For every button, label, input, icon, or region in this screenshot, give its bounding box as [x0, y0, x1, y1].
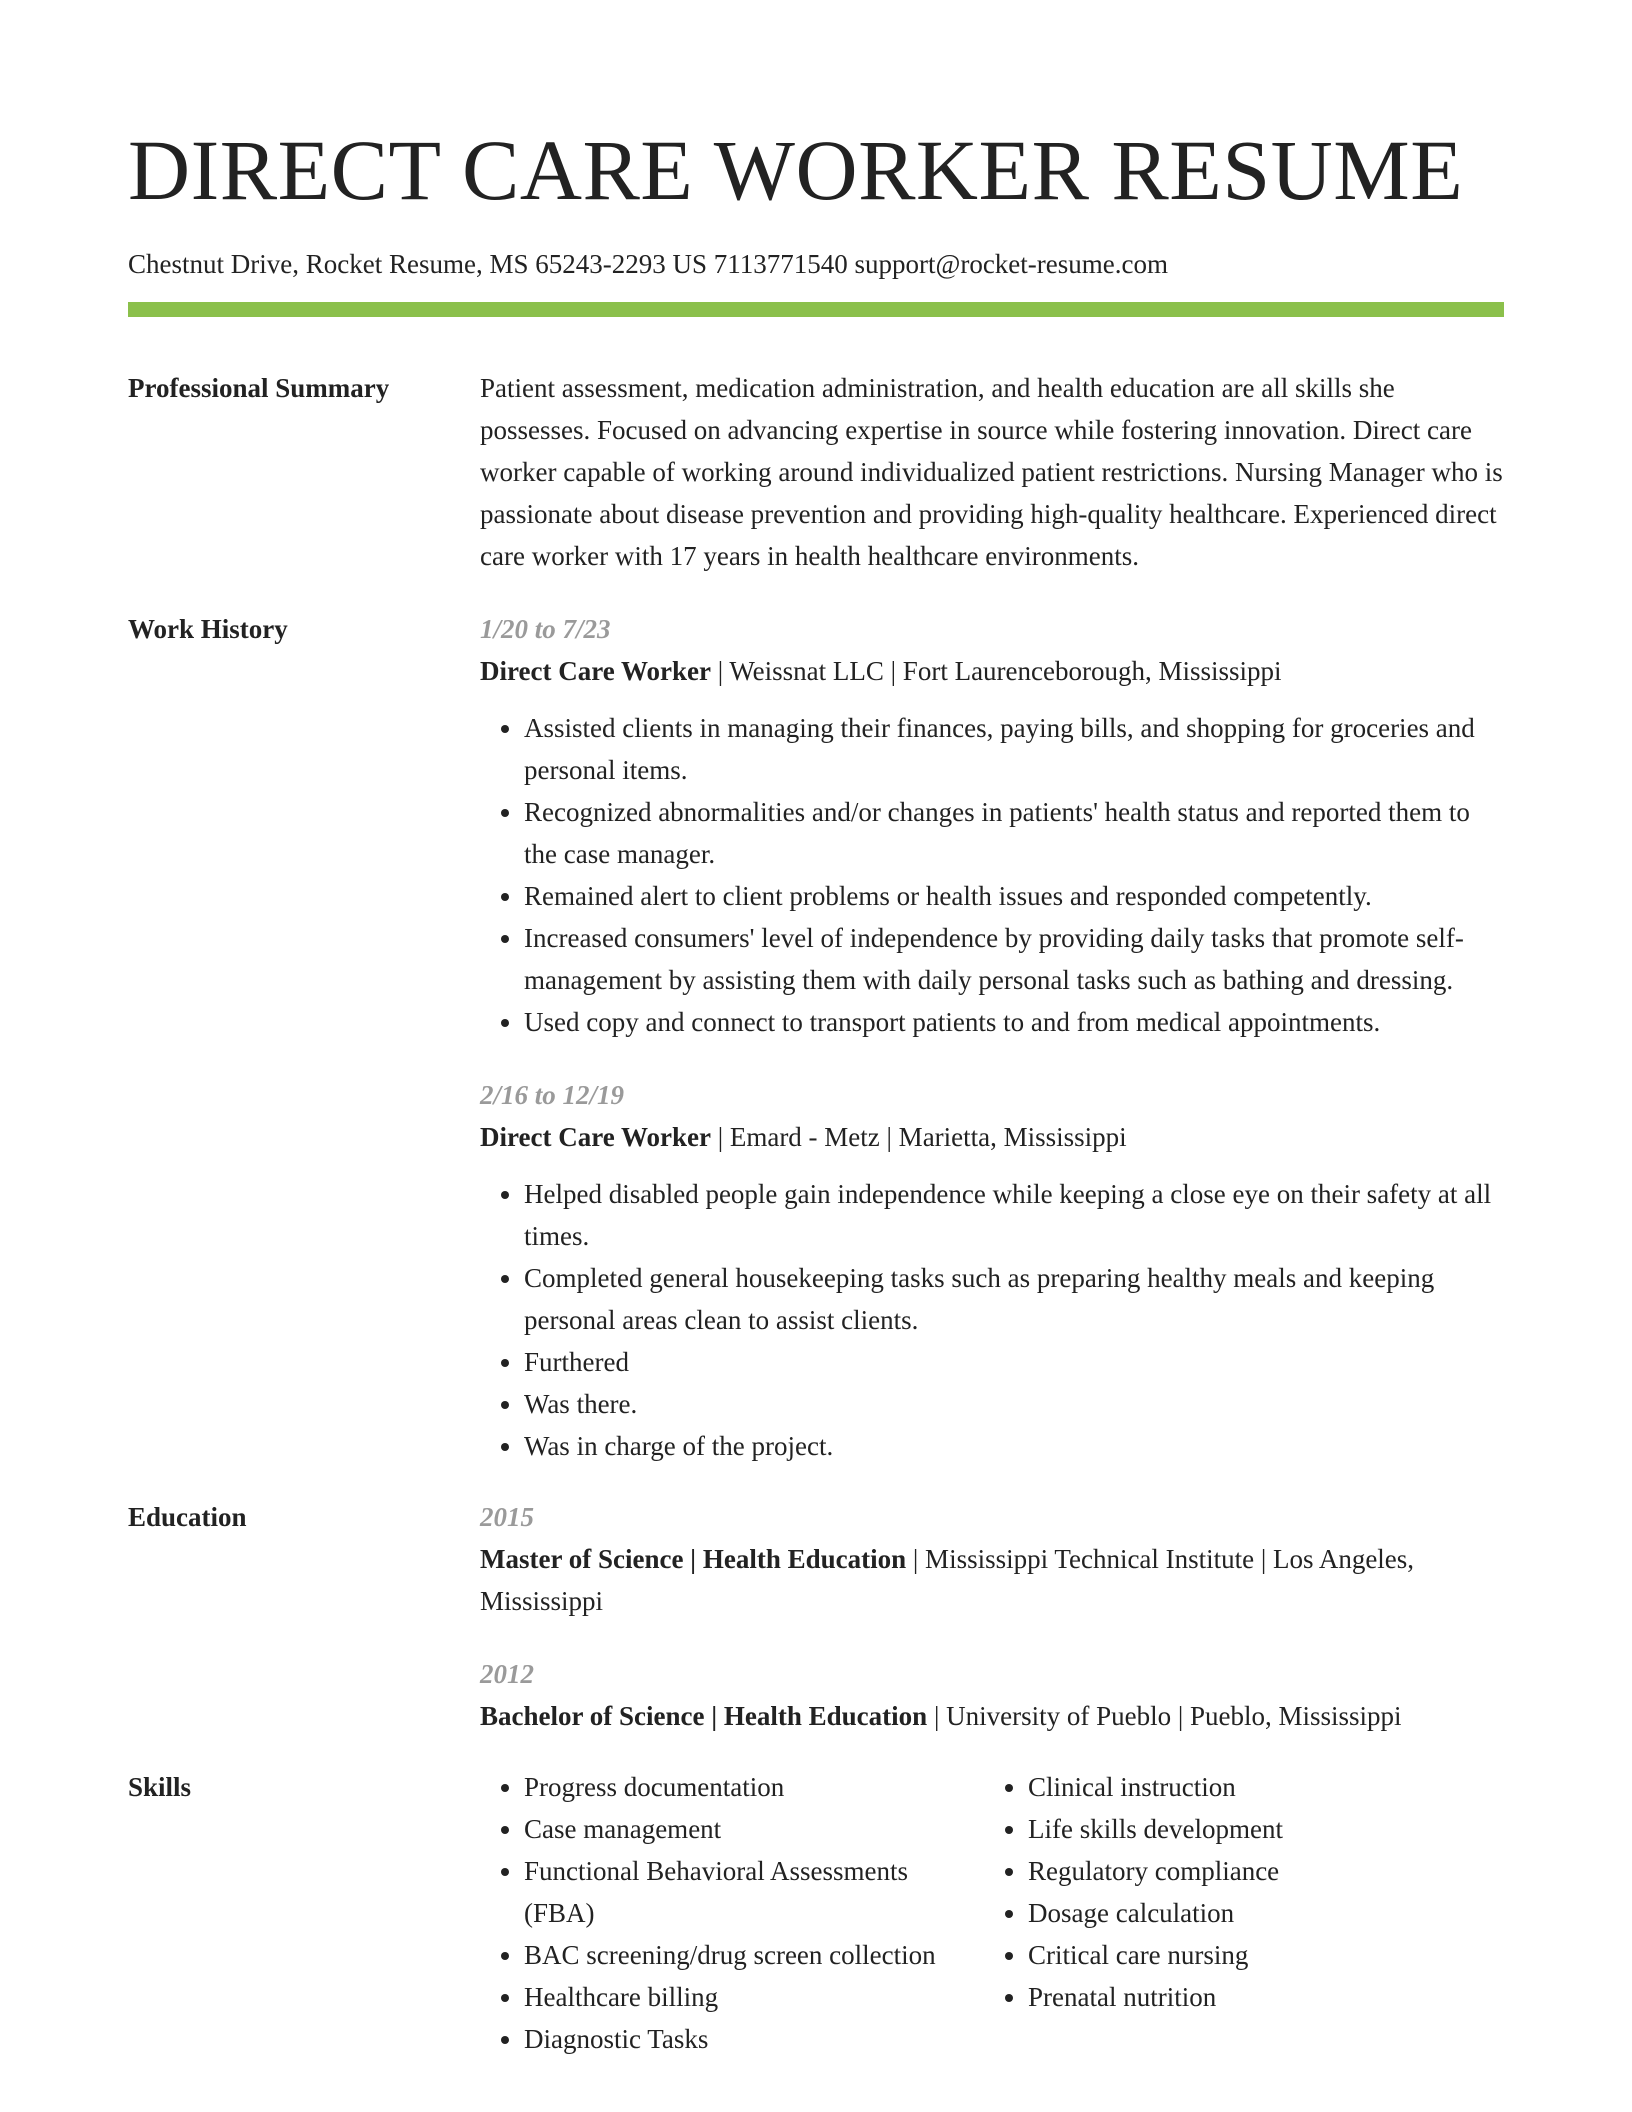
job-dates: 2/16 to 12/19: [480, 1080, 625, 1110]
skill-item: • Critical care nursing: [1028, 1934, 1283, 1976]
skills-list: [984, 1766, 1283, 2018]
education-year: 2015: [480, 1502, 534, 1532]
contact-line: Chestnut Drive, Rocket Resume, MS 65243-2293 US 7113771540 support@rocket-resume.com: [128, 249, 1168, 279]
resume-title: DIRECT CARE WORKER RESUME: [128, 122, 1464, 218]
skills-heading: Skills: [128, 1772, 192, 1802]
skills-column-left: [480, 1766, 984, 2060]
summary-section: [128, 367, 1504, 577]
job-bullet: • Remained alert to client problems or health issues and responded competently.: [524, 875, 1504, 917]
job-bullet: • Was in charge of the project.: [524, 1425, 1504, 1467]
job-details: | Emard - Metz | Marietta, Mississippi: [710, 1122, 1127, 1152]
job-bullet: • Completed general housekeeping tasks such as preparing healthy meals and keeping personal areas clean to assist clients.: [524, 1257, 1504, 1341]
job-role-line: [480, 650, 1504, 692]
job-bullet: • Helped disabled people gain independence while keeping a close eye on their safety at all times.: [524, 1173, 1504, 1257]
work-history-heading: Work History: [128, 614, 288, 644]
skill-item: • Clinical instruction: [1028, 1766, 1283, 1808]
summary-heading: Professional Summary: [128, 373, 390, 403]
resume-page: [128, 0, 1504, 2060]
skills-columns: [480, 1766, 1504, 2060]
education-year: 2012: [480, 1659, 534, 1689]
skill-item: • Life skills development: [1028, 1808, 1283, 1850]
skill-item: • Case management: [524, 1808, 984, 1850]
skill-item: • Diagnostic Tasks: [524, 2018, 984, 2060]
education-details: | Mississippi Technical Institute | Los Angeles, Mississippi: [480, 1544, 1415, 1616]
skill-item: • Regulatory compliance: [1028, 1850, 1283, 1892]
education-entry: [480, 1496, 1504, 1622]
job-bullet: • Was there.: [524, 1383, 1504, 1425]
skill-item: • Healthcare billing: [524, 1976, 984, 2018]
work-history-section: [128, 608, 1504, 1467]
skill-item: • Functional Behavioral Assessments (FBA): [524, 1850, 984, 1934]
skills-section: [128, 1766, 1504, 2060]
education-degree: Bachelor of Science | Health Education: [480, 1701, 928, 1731]
skill-item: • Prenatal nutrition: [1028, 1976, 1283, 2018]
job-title: Direct Care Worker: [480, 656, 711, 686]
job-bullet: • Increased consumers' level of independence by providing daily tasks that promote self-management by assisting them with daily personal tasks such as bathing and dressing.: [524, 917, 1504, 1001]
job-dates: 1/20 to 7/23: [480, 614, 611, 644]
job-details: | Weissnat LLC | Fort Laurenceborough, Mississippi: [710, 656, 1282, 686]
job-entry: [480, 1074, 1504, 1467]
job-role-line: [480, 1116, 1504, 1158]
education-degree: Master of Science | Health Education: [480, 1544, 907, 1574]
education-heading: Education: [128, 1502, 247, 1532]
skill-item: • Dosage calculation: [1028, 1892, 1283, 1934]
education-degree-line: [480, 1695, 1504, 1737]
education-section: [128, 1496, 1504, 1737]
skills-column-right: [984, 1766, 1283, 2060]
education-details: | University of Pueblo | Pueblo, Mississippi: [927, 1701, 1402, 1731]
job-entry: [480, 608, 1504, 1043]
job-bullet: • Used copy and connect to transport patients to and from medical appointments.: [524, 1001, 1504, 1043]
education-degree-line: [480, 1538, 1504, 1622]
job-bullet: • Furthered: [524, 1341, 1504, 1383]
summary-text: Patient assessment, medication administration, and health education are all skills she possesses. Focused on advancing expertise in source while fostering innovation. Direct care worker capable of working around individualized patient restrictions. Nursing Manager who is passionate about disease prevention and providing high-quality healthcare. Experienced direct care worker with 17 years in health healthcare environments.: [480, 373, 1503, 571]
skill-item: • BAC screening/drug screen collection: [524, 1934, 984, 1976]
skills-list: [480, 1766, 984, 2060]
education-entry: [480, 1653, 1504, 1737]
job-title: Direct Care Worker: [480, 1122, 711, 1152]
job-bullets: [480, 1173, 1504, 1467]
job-bullet: • Recognized abnormalities and/or changes in patients' health status and reported them to the case manager.: [524, 791, 1504, 875]
job-bullet: • Assisted clients in managing their finances, paying bills, and shopping for groceries and personal items.: [524, 707, 1504, 791]
accent-divider: [128, 302, 1504, 317]
skill-item: • Progress documentation: [524, 1766, 984, 1808]
job-bullets: [480, 707, 1504, 1043]
